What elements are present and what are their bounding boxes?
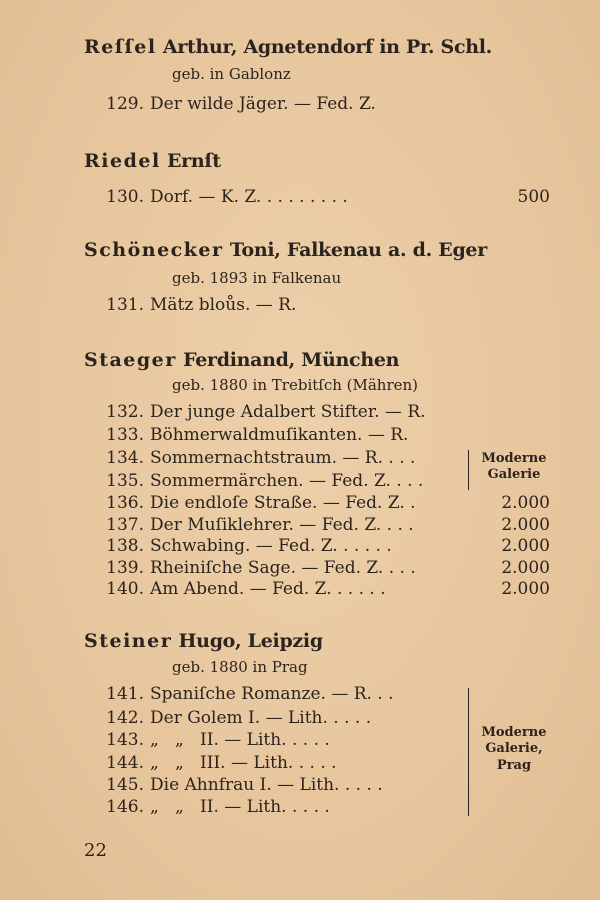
entry-value: 2.000 (501, 579, 550, 599)
artist-heading (84, 152, 221, 171)
birth-info: geb. 1893 in Falkenau (172, 269, 342, 287)
entry-number: 138. (106, 536, 144, 556)
entry-number: 135. (106, 471, 144, 491)
entry-number: 141. (106, 684, 144, 704)
page-number: 22 (84, 840, 107, 861)
birth-info: geb. 1880 in Prag (172, 658, 308, 676)
entry-number: 134. (106, 448, 144, 468)
artist-heading (84, 632, 323, 651)
entry-number: 145. (106, 775, 144, 795)
artist-surname: Schönecker (84, 239, 224, 261)
artist-details: Toni, Falkenau a. d. Eger (223, 239, 487, 261)
location-note (474, 451, 554, 484)
artist-surname: Reſſel (84, 36, 157, 58)
entry-title: Spaniſche Romanze. — R. . . (150, 684, 394, 704)
note-line: Moderne (481, 725, 547, 740)
entry-title: Der junge Adalbert Stifter. — R. (150, 402, 426, 422)
entry-number: 137. (106, 515, 144, 535)
artist-surname: Staeger (84, 349, 177, 371)
entry-number: 132. (106, 402, 144, 422)
note-line: Prag (496, 757, 532, 773)
entry-number: 144. (106, 753, 144, 773)
entry-title: Böhmerwaldmuſikanten. — R. (150, 425, 409, 445)
artist-details: Ferdinand, München (176, 349, 400, 371)
entry-title: Am Abend. — Fed. Z. . . . . . (150, 579, 386, 599)
entry-number: 136. (106, 493, 144, 513)
entry-title: Der wilde Jäger. — Fed. Z. (150, 94, 376, 114)
entry-number: 146. (106, 797, 144, 817)
location-note (474, 725, 554, 774)
entry-number: 129. (106, 94, 144, 114)
artist-surname: Riedel (84, 150, 161, 172)
entry-title: Die endloſe Straße. — Fed. Z. . (150, 493, 416, 513)
note-line: Galerie (487, 467, 541, 483)
entry-number: 140. (106, 579, 144, 599)
entry-title: Der Muſiklehrer. — Fed. Z. . . . (150, 515, 414, 535)
entry-number: 133. (106, 425, 144, 445)
entry-number: 143. (106, 730, 144, 750)
bracket (468, 450, 469, 490)
entry-value: 2.000 (501, 515, 550, 535)
entry-title: Der Golem I. — Lith. . . . . (150, 708, 372, 728)
artist-details: Arthur, Agnetendorf in Pr. Schl. (156, 36, 492, 58)
birth-info: geb. 1880 in Trebitſch (Mähren) (172, 376, 419, 394)
entry-title: Die Ahnfrau I. — Lith. . . . . (150, 775, 383, 795)
artist-heading (84, 351, 399, 370)
artist-details: Hugo, Leipzig (172, 630, 323, 652)
entry-number: 139. (106, 558, 144, 578)
entry-title: Sommermärchen. — Fed. Z. . . . (150, 471, 424, 491)
entry-title: „ „ III. — Lith. . . . . (150, 753, 337, 773)
entry-number: 130. (106, 187, 144, 207)
entry-title: „ „ II. — Lith. . . . . (150, 797, 330, 817)
birth-info: geb. in Gablonz (172, 65, 291, 83)
entry-value: 2.000 (501, 558, 550, 578)
artist-heading (84, 241, 487, 260)
artist-surname: Steiner (84, 630, 173, 652)
entry-number: 142. (106, 708, 144, 728)
bracket (468, 688, 469, 816)
entry-value: 500 (517, 187, 550, 207)
entry-title: Rheiniſche Sage. — Fed. Z. . . . (150, 558, 416, 578)
entry-title: „ „ II. — Lith. . . . . (150, 730, 330, 750)
note-line: Moderne (481, 451, 547, 466)
entry-number: 131. (106, 295, 144, 315)
entry-title: Dorf. — K. Z. . . . . . . . . (150, 187, 348, 207)
entry-value: 2.000 (501, 493, 550, 513)
note-line: Galerie, (485, 741, 543, 757)
artist-details: Ernſt (160, 150, 221, 172)
entry-title: Schwabing. — Fed. Z. . . . . . (150, 536, 392, 556)
artist-heading (84, 38, 492, 57)
entry-title: Sommernachtstraum. — R. . . . (150, 448, 416, 468)
entry-value: 2.000 (501, 536, 550, 556)
entry-title: Mätz bloůs. — R. (150, 295, 297, 315)
